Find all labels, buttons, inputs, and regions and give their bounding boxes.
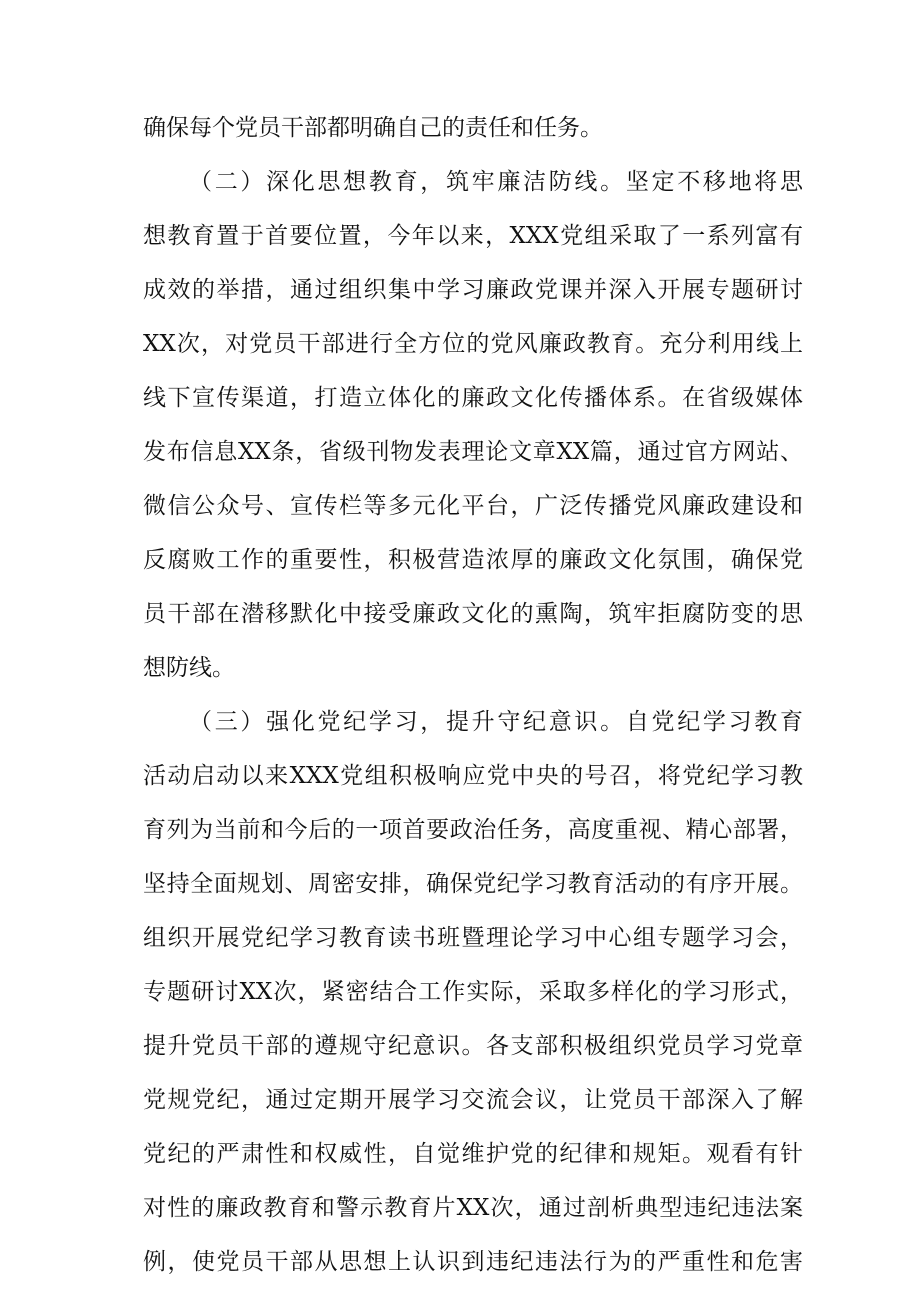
text-line: 组织开展党纪学习教育读书班暨理论学习中心组专题学习会， (143, 925, 803, 951)
text-line: 坚持全面规划、周密安排，确保党纪学习教育活动的有序开展。 (143, 871, 803, 897)
text-line: 活动启动以来XXX党组积极响应党中央的号召，将党纪学习教 (143, 763, 803, 789)
text-line: 反腐败工作的重要性，积极营造浓厚的廉政文化氛围，确保党 (143, 547, 803, 573)
text-line: 提升党员干部的遵规守纪意识。各支部积极组织党员学习党章 (143, 1033, 803, 1059)
text-line: 微信公众号、宣传栏等多元化平台，广泛传播党风廉政建设和 (143, 493, 803, 519)
text-line: 育列为当前和今后的一项首要政治任务，高度重视、精心部署， (143, 817, 803, 843)
text-line: 党纪的严肃性和权威性，自觉维护党的纪律和规矩。观看有针 (143, 1141, 803, 1167)
text-line: 想防线。 (143, 655, 235, 681)
text-line: 确保每个党员干部都明确自己的责任和任务。 (143, 115, 603, 141)
text-line: 例，使党员干部从思想上认识到违纪违法行为的严重性和危害 (143, 1249, 803, 1275)
text-line: 发布信息XX条，省级刊物发表理论文章XX篇，通过官方网站、 (143, 439, 803, 465)
text-line: 专题研讨XX次，紧密结合工作实际，采取多样化的学习形式， (143, 979, 803, 1005)
text-line: 员干部在潜移默化中接受廉政文化的熏陶，筑牢拒腐防变的思 (143, 601, 803, 627)
text-line: 成效的举措，通过组织集中学习廉政党课并深入开展专题研讨 (143, 277, 803, 303)
text-line: 线下宣传渠道，打造立体化的廉政文化传播体系。在省级媒体 (143, 385, 803, 411)
section-heading-line: （二）深化思想教育，筑牢廉洁防线。坚定不移地将思 (189, 169, 803, 195)
text-line: XX次，对党员干部进行全方位的党风廉政教育。充分利用线上 (143, 331, 803, 357)
text-line: 对性的廉政教育和警示教育片XX次，通过剖析典型违纪违法案 (143, 1195, 803, 1221)
section-heading-line: （三）强化党纪学习，提升守纪意识。自党纪学习教育 (189, 709, 803, 735)
text-line: 想教育置于首要位置，今年以来，XXX党组采取了一系列富有 (143, 223, 803, 249)
text-line: 党规党纪，通过定期开展学习交流会议，让党员干部深入了解 (143, 1087, 803, 1113)
